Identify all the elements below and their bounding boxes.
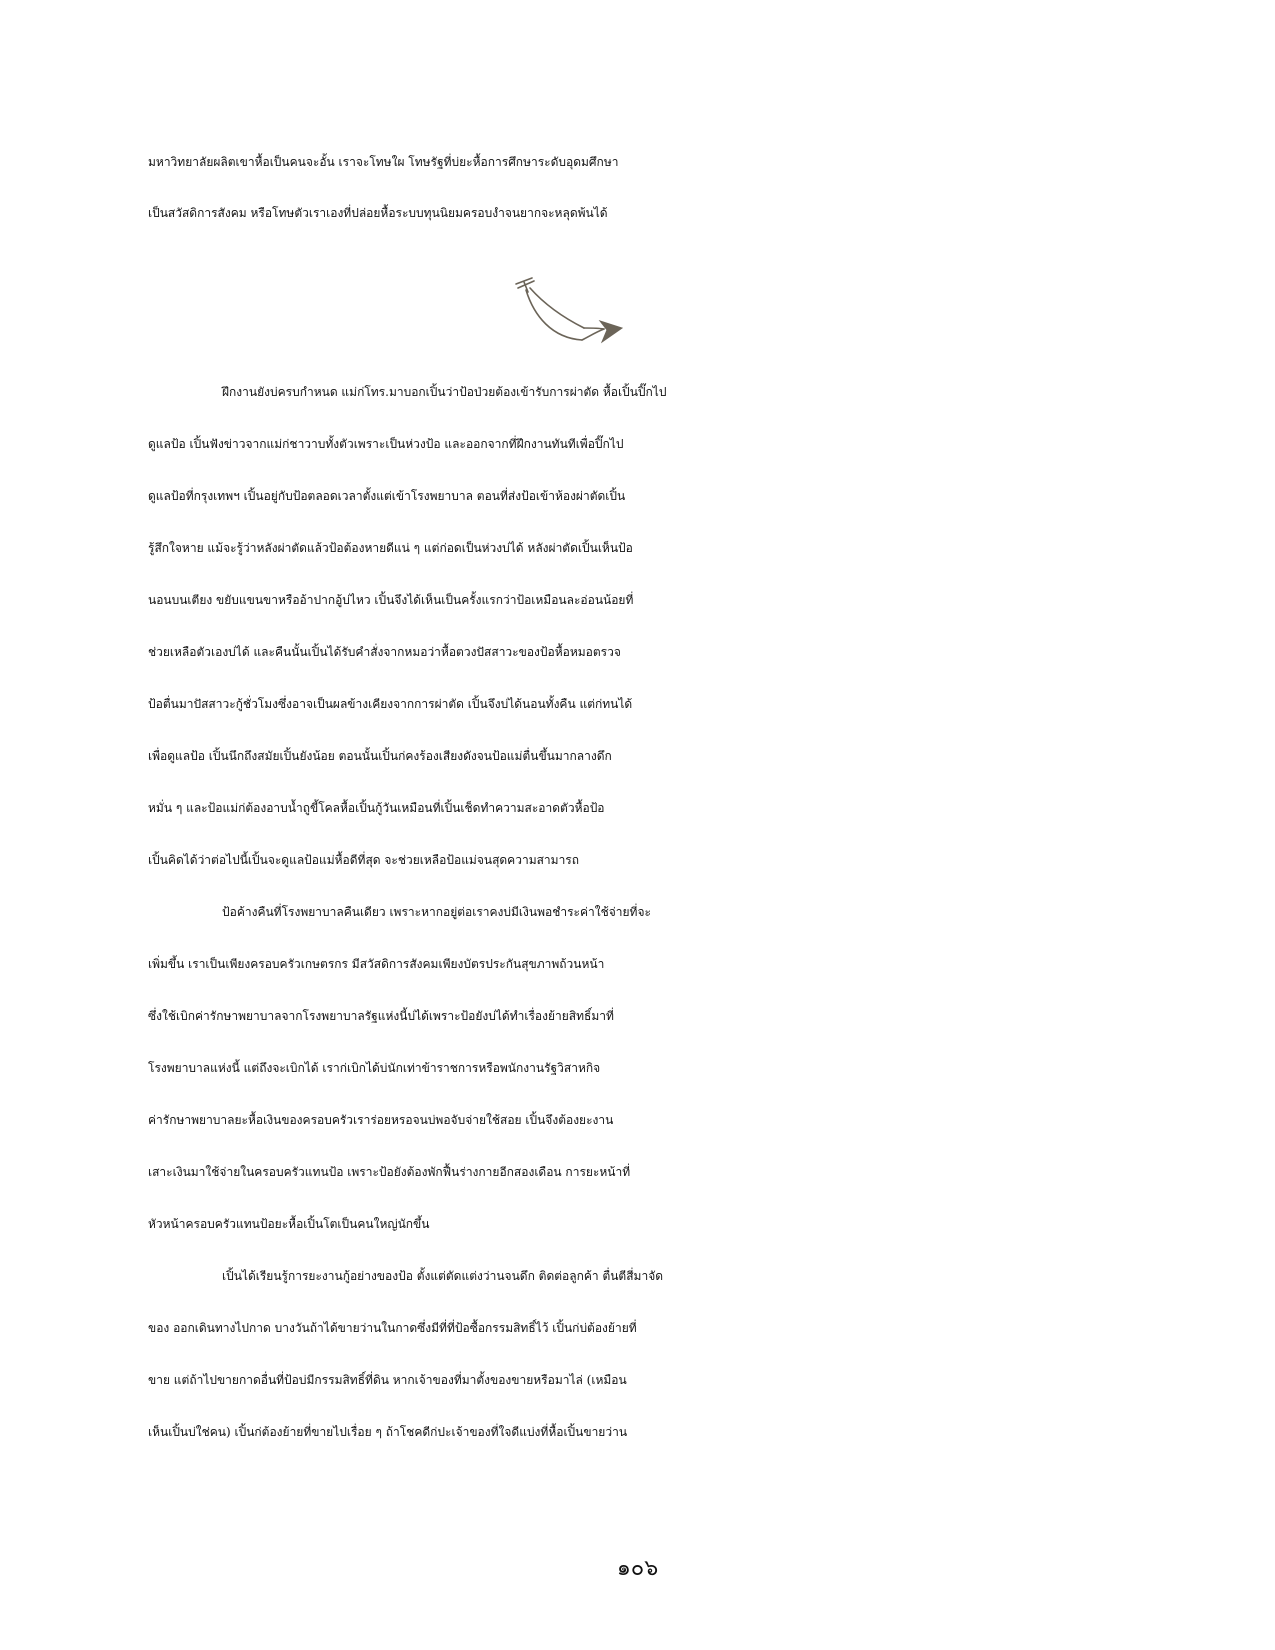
paragraph2-line-1: ป้อค้างคืนที่โรงพยาบาลคืนเดียว เพราะหากอยู่ต่อเราคงบ่มีเงินพอชำระค่าใช้จ่ายที่จะ xyxy=(222,905,651,919)
paragraph1-line-4: รู้สึกใจหาย แม้จะรู้ว่าหลังผ่าตัดแล้วป้อต้องหายดีแน่ ๆ แต่ก่อดเป็นห่วงบ่ได้ หลังผ่าตัดเปิ้นเห็นป้อ xyxy=(148,541,633,555)
paragraph2-line-3: ซึ่งใช้เบิกค่ารักษาพยาบาลจากโรงพยาบาลรัฐแห่งนี้บ่ได้เพราะป้อยังบ่ได้ทำเรื่องย้ายสิทธิ์มาที่ xyxy=(148,1009,614,1023)
paragraph1-line-9: หมั่น ๆ และป้อแม่ก่ต้องอาบน้ำถูขี้โคลหื้อเปิ้นกู้วันเหมือนที่เปิ้นเช็ดทำความสะอาดตัวหื้อป้อ xyxy=(148,801,605,815)
page-number: ๑๐๖ xyxy=(616,1556,659,1581)
paragraph3-line-2: ของ ออกเดินทางไปกาด บางวันถ้าได้ขายว่านในกาดซึ่งมีที่ที่ป้อซื้อกรรมสิทธิ์ไว้ เปิ้นก่บ่ต้องย้ายที่ xyxy=(148,1321,637,1335)
paragraph1-line-3: ดูแลป้อที่กรุงเทพฯ เปิ้นอยู่กับป้อตลอดเวลาตั้งแต่เข้าโรงพยาบาล ตอนที่ส่งป้อเข้าห้องผ่าตัดเปิ้น xyxy=(148,489,626,503)
paragraph1-line-2: ดูแลป้อ เปิ้นฟังข่าวจากแม่ก่ชาวาบทั้งตัวเพราะเป็นห่วงป้อ และออกจากที่ฝึกงานทันทีเพื่อปิ๊กไป xyxy=(148,437,624,451)
paragraph3-line-4: เห็นเปิ้นบ่ใช่คน) เปิ้นก่ต้องย้ายที่ขายไปเรื่อย ๆ ถ้าโชคดีก่ปะเจ้าของที่ใจดีแบ่งที่หื้อเปิ้นขายว่าน xyxy=(148,1425,628,1439)
paragraph2-line-6: เสาะเงินมาใช้จ่ายในครอบครัวแทนป้อ เพราะป้อยังต้องพักฟื้นร่างกายอีกสองเดือน การยะหน้าที่ xyxy=(148,1165,631,1179)
intro-line-1: มหาวิทยาลัยผลิตเขาหื้อเป็นคนจะอั้น เราจะโทษใผ โทษรัฐที่บ่ยะหื้อการศึกษาระดับอุดมศึกษา xyxy=(148,155,619,169)
paragraph3-line-3: ขาย แต่ถ้าไปขายกาดอื่นที่ป้อบ่มีกรรมสิทธิ์ที่ดิน หากเจ้าของที่มาตั้งของขายหรือมาไล่ (เหมือน xyxy=(148,1373,627,1387)
paragraph2-line-4: โรงพยาบาลแห่งนี้ แต่ถึงจะเบิกได้ เราก่เบิกได้บ่นักเท่าข้าราชการหรือพนักงานรัฐวิสาหกิจ xyxy=(148,1061,601,1075)
paragraph1-line-8: เพื่อดูแลป้อ เปิ้นนึกถึงสมัยเปิ้นยังน้อย ตอนนั้นเปิ้นก่คงร้องเสียงดังจนป้อแม่ตื่นขึ้นมากลางดึก xyxy=(148,749,612,763)
paragraph3-line-1: เปิ้นได้เรียนรู้การยะงานกู้อย่างของป้อ ตั้งแต่ตัดแต่งว่านจนดึก ติดต่อลูกค้า ตื่นตีสี่มาจัด xyxy=(222,1269,664,1283)
intro-line-2: เป็นสวัสดิการสังคม หรือโทษตัวเราเองที่ปล่อยหื้อระบบทุนนิยมครอบงำจนยากจะหลุดพ้นได้ xyxy=(148,206,608,220)
paragraph2-line-2: เพิ่มขึ้น เราเป็นเพียงครอบครัวเกษตรกร มีสวัสดิการสังคมเพียงบัตรประกันสุขภาพถ้วนหน้า xyxy=(148,957,605,971)
paragraph2-line-5: ค่ารักษาพยาบาลยะหื้อเงินของครอบครัวเราร่อยหรอจนบ่พอจับจ่ายใช้สอย เปิ้นจึงต้องยะงาน xyxy=(148,1113,614,1127)
paragraph1-line-1: ฝึกงานยังบ่ครบกำหนด แม่ก่โทร.มาบอกเปิ้นว่าป้อป่วยต้องเข้ารับการผ่าตัด หื้อเปิ้นปิ๊กไป xyxy=(222,385,667,399)
paragraph2-line-7: หัวหน้าครอบครัวแทนป้อยะหื้อเปิ้นโตเป็นคนใหญ่นักขึ้น xyxy=(148,1217,430,1231)
paragraph1-line-10: เปิ้นคิดได้ว่าต่อไปนี้เปิ้นจะดูแลป้อแม่หื้อดีที่สุด จะช่วยเหลือป้อแม่จนสุดความสามารถ xyxy=(148,853,580,867)
paragraph1-line-5: นอนบนเตียง ขยับแขนขาหรืออ้าปากอู้บ่ไหว เปิ้นจึงได้เห็นเป็นครั้งแรกว่าป้อเหมือนละอ่อนน้อยที่ xyxy=(148,593,634,607)
paragraph1-line-7: ป้อตื่นมาปัสสาวะกู้ชั่วโมงซึ่งอาจเป็นผลข้างเคียงจากการผ่าตัด เปิ้นจึงบ่ได้นอนทั้งคืน แต่ก่ทนได้ xyxy=(148,697,633,711)
arrow-divider-icon xyxy=(512,276,642,358)
paragraph1-line-6: ช่วยเหลือตัวเองบ่ได้ และคืนนั้นเปิ้นได้รับคำสั่งจากหมอว่าหื้อตวงปัสสาวะของป้อหื้อหมอตรวจ xyxy=(148,645,621,659)
